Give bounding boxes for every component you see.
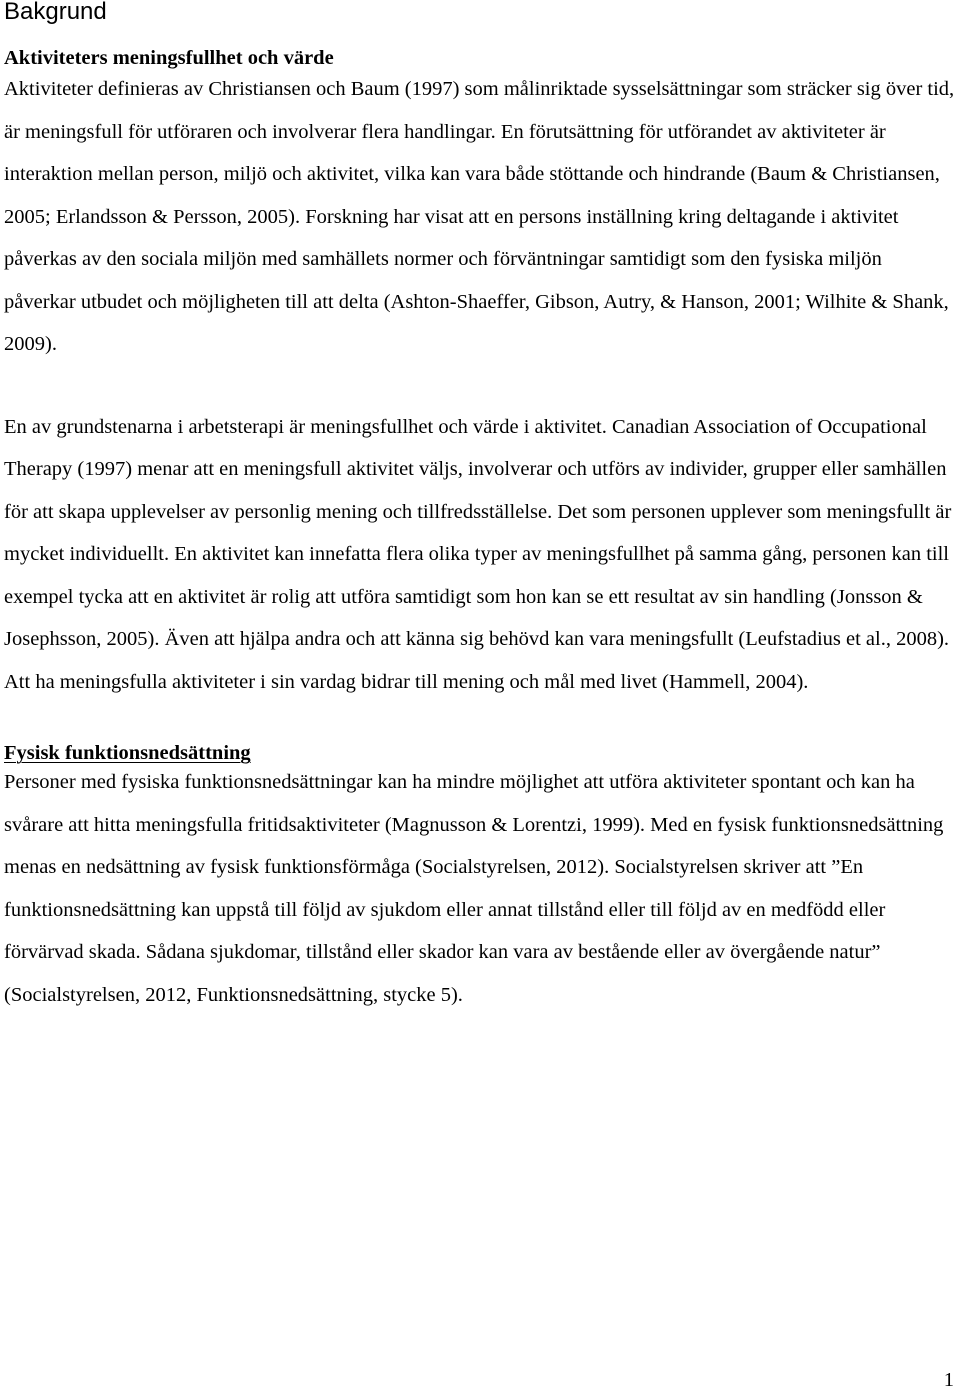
section-heading-activities: Aktiviteters meningsfullhet och värde (4, 47, 334, 69)
page-number: 1 (943, 1369, 954, 1391)
section-heading-physical-disability: Fysisk funktionsnedsättning (4, 742, 251, 764)
paragraph-meaningfulness: En av grundstenarna i arbetsterapi är meningsfullhet och värde i aktivitet. Canadian Association of Occupational Therapy (1997) menar att en meningsfull aktivitet väljs, involverar och utförs av individer, grupper eller samhällen för att skapa upplevelser av personlig mening och tillfredsställelse. Det som personen upplever som meningsfullt är mycket individuellt. En aktivitet kan innefatta flera olika typer av meningsfullhet på samma gång, personen kan till exempel tycka att en aktivitet är rolig att utföra samtidigt som hon kan se ett resultat av sin handling (Jonsson & Josephsson, 2005). Även att hjälpa andra och att känna sig behövd kan vara meningsfullt (Leufstadius et al., 2008). Att ha meningsfulla aktiviteter i sin vardag bidrar till mening och mål med livet (Hammell, 2004). (4, 415, 952, 693)
paragraph-physical-disability: Personer med fysiska funktionsnedsättningar kan ha mindre möjlighet att utföra aktiviteter spontant och kan ha svårare att hitta meningsfulla fritidsaktiviteter (Magnusson & Lorentzi, 1999). Med en fysisk funktionsnedsättning menas en nedsättning av fysisk funktionsförmåga (Socialstyrelsen, 2012). Socialstyrelsen skriver att ”En funktionsnedsättning kan uppstå till följd av sjukdom eller annat tillstånd eller till följd av en medfödd eller förvärvad skada. Sådana sjukdomar, tillstånd eller skador kan vara av bestående eller av övergående natur” (Socialstyrelsen, 2012, Funktionsnedsättning, stycke 5). (4, 771, 944, 1006)
paragraph-activities-definition: Aktiviteter definieras av Christiansen och Baum (1997) som målinriktade sysselsättningar som sträcker sig över tid, är meningsfull för utföraren och involverar flera handlingar. En förutsättning för utförandet av aktiviteter är interaktion mellan person, miljö och aktivitet, vilka kan vara både stöttande och hindrande (Baum & Christiansen, 2005; Erlandsson & Persson, 2005). Forskning har visat att en persons inställning kring deltagande i aktivitet påverkas av den sociala miljön med samhällets normer och förväntningar samtidigt som den fysiska miljön påverkar utbudet och möjligheten till att delta (Ashton-Shaeffer, Gibson, Autry, & Hanson, 2001; Wilhite & Shank, 2009). (4, 78, 955, 355)
main-heading: Bakgrund (4, 0, 107, 25)
document-page (4, 0, 956, 1016)
